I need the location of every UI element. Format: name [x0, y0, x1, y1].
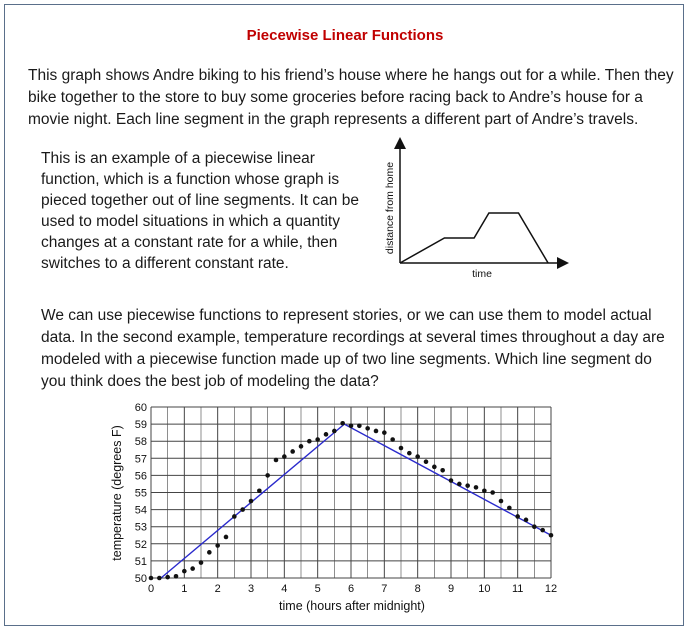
- data-point: [315, 437, 320, 442]
- y-tick-label: 51: [134, 555, 147, 568]
- content-frame: [4, 4, 684, 626]
- definition-paragraph: This is an example of a piecewise linear function, which is a function whose graph is pieced together out of line segments. It can be used to model situations in which a quantity changes at a constant rate for a while, then switches to a different constant rate.: [41, 150, 359, 272]
- y-tick-label: 60: [134, 402, 147, 414]
- data-point: [490, 490, 495, 495]
- data-point: [549, 533, 554, 538]
- data-point: [382, 430, 387, 435]
- page-title: Piecewise Linear Functions: [246, 27, 444, 44]
- data-point: [332, 429, 337, 434]
- data-example-paragraph: We can use piecewise functions to represent stories, or we can use them to model actual data. In the second example, temperature recordings at several times throughout a day are modeled with a piecewise function made up of two line segments. Which line segment do you think does the best job of modeling the data?: [41, 307, 665, 390]
- x-axis-label: time (hours after midnight): [279, 599, 425, 613]
- data-point: [224, 535, 229, 540]
- data-point: [299, 444, 304, 449]
- data-point: [340, 421, 345, 426]
- data-point: [349, 424, 354, 429]
- data-point: [515, 514, 520, 519]
- data-point: [199, 560, 204, 565]
- data-point: [190, 566, 195, 571]
- temperature-chart: [105, 395, 575, 620]
- data-point: [524, 518, 529, 523]
- y-tick-label: 59: [134, 419, 147, 432]
- data-point: [507, 506, 512, 511]
- x-tick-label: 0: [147, 583, 155, 595]
- x-tick-label: 2: [214, 583, 221, 595]
- data-point: [307, 439, 312, 444]
- data-point: [215, 543, 220, 548]
- y-tick-label: 54: [134, 504, 147, 517]
- data-point: [290, 449, 295, 454]
- data-point: [357, 424, 362, 429]
- data-point: [465, 483, 470, 488]
- travel-line: [400, 213, 548, 263]
- y-tick-labels: [135, 402, 147, 585]
- data-point: [324, 432, 329, 437]
- y-tick-label: 55: [134, 487, 147, 500]
- data-point: [482, 488, 487, 493]
- x-tick-label: 11: [511, 583, 524, 595]
- data-point: [474, 485, 479, 490]
- model-segments: [161, 424, 551, 578]
- data-point: [182, 569, 187, 574]
- data-point: [365, 426, 370, 431]
- y-axis-label: temperature (degrees F): [110, 425, 124, 561]
- x-tick-label: 10: [478, 583, 491, 595]
- x-tick-label: 9: [447, 583, 455, 595]
- y-tick-label: 57: [134, 453, 147, 466]
- data-point: [449, 478, 454, 483]
- data-point: [432, 465, 437, 470]
- data-point: [390, 437, 395, 442]
- data-point: [374, 429, 379, 434]
- data-point: [149, 576, 154, 581]
- data-point: [399, 446, 404, 451]
- data-point: [282, 454, 287, 459]
- y-axis-label: distance from home: [384, 161, 396, 255]
- data-point: [407, 451, 412, 456]
- data-point: [157, 576, 162, 581]
- x-tick-label: 3: [247, 583, 255, 595]
- data-point: [499, 499, 504, 504]
- x-tick-label: 4: [281, 583, 288, 595]
- data-point: [424, 459, 429, 464]
- data-point: [415, 454, 420, 459]
- data-point: [265, 473, 270, 478]
- data-point: [165, 575, 170, 580]
- distance-time-chart: [377, 133, 577, 283]
- y-tick-label: 52: [134, 538, 147, 551]
- data-point: [207, 550, 212, 555]
- y-tick-label: 56: [134, 470, 147, 483]
- y-tick-label: 58: [134, 436, 147, 449]
- data-point: [274, 458, 279, 463]
- x-axis-label: time: [472, 268, 492, 280]
- data-point: [532, 524, 537, 529]
- intro-paragraph: This graph shows Andre biking to his friend’s house where he hangs out for a while. Then they bike together to the store to buy some groceries before racing back to Andre’s house for a movie night. Each line segment in the graph represents a different part of Andre’s travels.: [28, 67, 674, 128]
- data-point: [249, 499, 254, 504]
- data-point: [457, 482, 462, 487]
- y-tick-label: 53: [134, 521, 147, 534]
- x-tick-label: 12: [544, 583, 558, 595]
- data-point: [232, 514, 237, 519]
- x-tick-label: 7: [381, 583, 388, 595]
- data-point: [257, 488, 262, 493]
- y-tick-label: 50: [134, 573, 147, 585]
- data-point: [240, 507, 245, 512]
- data-point: [440, 468, 445, 473]
- x-tick-labels: [148, 583, 557, 595]
- x-tick-label: 1: [181, 583, 188, 595]
- data-point: [174, 574, 179, 579]
- x-tick-label: 8: [414, 583, 421, 595]
- data-point: [540, 528, 545, 533]
- x-tick-label: 5: [314, 583, 321, 595]
- x-tick-label: 6: [347, 583, 355, 595]
